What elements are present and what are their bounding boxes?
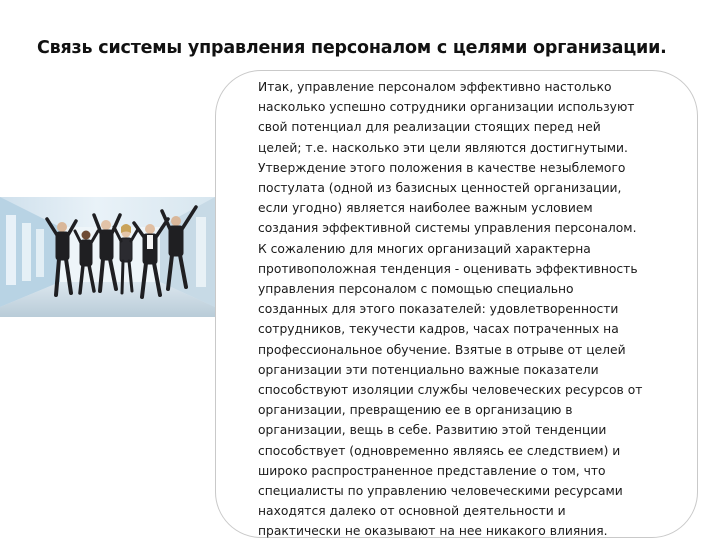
body-line: если угодно) является наиболее важным условием: [258, 201, 593, 216]
body-line: организации эти потенциально важные показатели: [258, 362, 599, 377]
body-line: способствуют изоляции службы человеческих ресурсов от: [258, 383, 643, 398]
body-line: постулата (одной из базисных ценностей организации,: [258, 181, 622, 196]
body-line: сотрудников, текучести кадров, часах потраченных на: [258, 322, 619, 337]
body-line: Итак, управление персоналом эффективно настолько: [258, 80, 612, 94]
body-line: К сожалению для многих организаций характерна: [258, 241, 591, 256]
jumping-office-workers-photo: [0, 197, 215, 317]
body-line: организации, превращению ее в организацию в: [258, 403, 573, 418]
body-line: насколько успешно сотрудники организации используют: [258, 100, 635, 115]
body-line: специалисты по управлению человеческими ресурсами: [258, 484, 623, 499]
body-line: широко распространенное представление о том, что: [258, 463, 606, 478]
body-line: профессиональное обучение. Взятые в отрыве от целей: [258, 342, 626, 357]
body-line: практически не оказывают на нее никакого влияния.: [258, 524, 608, 539]
body-line: созданных для этого показателей: удовлетворенности: [258, 302, 619, 317]
body-line: Утверждение этого положения в качестве незыблемого: [258, 160, 626, 175]
body-line: целей; т.е. насколько эти цели являются достигнутыми.: [258, 140, 628, 155]
body-line: управления персоналом с помощью специально: [258, 282, 574, 297]
body-text: [258, 77, 678, 542]
body-line: создания эффективной системы управления персоналом.: [258, 221, 637, 236]
body-line: организации, вещь в себе. Развитию этой тенденции: [258, 423, 607, 438]
slide-title: Связь системы управления персоналом с целями организации.: [37, 38, 667, 58]
body-line: способствует (одновременно являясь ее следствием) и: [258, 443, 621, 458]
body-line: противоположная тенденция - оценивать эффективность: [258, 261, 638, 276]
body-line: свой потенциал для реализации стоящих перед ней: [258, 120, 601, 135]
body-line: находятся далеко от основной деятельности и: [258, 504, 566, 519]
